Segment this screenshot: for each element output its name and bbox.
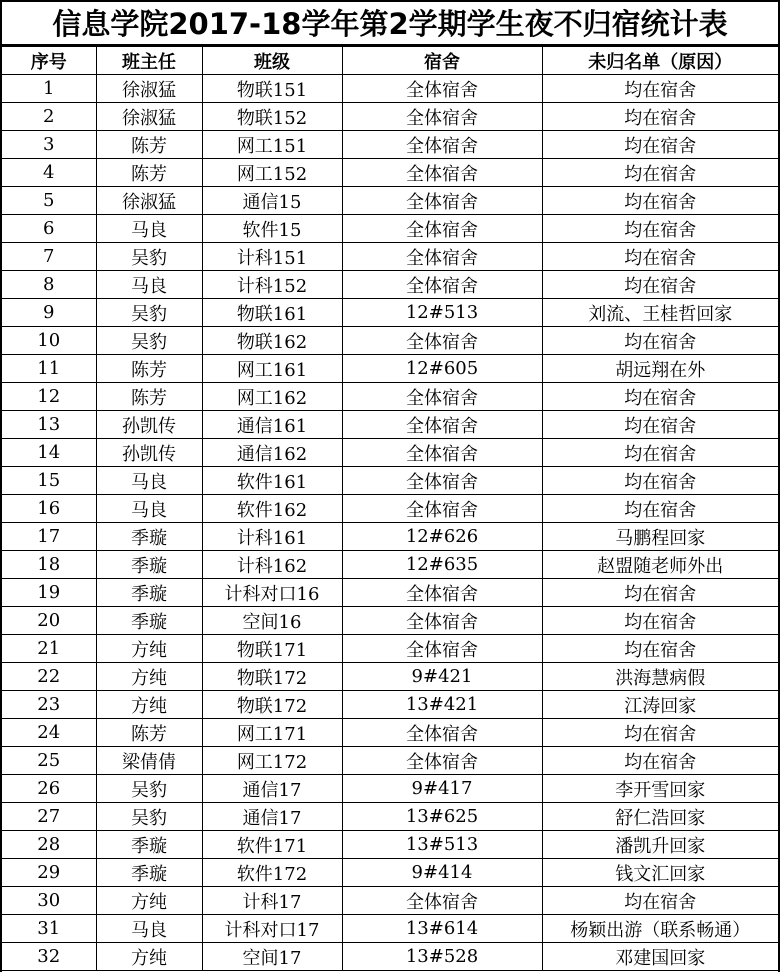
cell-class[interactable]: 空间17 — [202, 943, 342, 971]
cell-class[interactable]: 物联172 — [202, 663, 342, 691]
cell-dorm[interactable]: 13#625 — [342, 803, 542, 831]
cell-class[interactable]: 软件161 — [202, 467, 342, 495]
cell-class[interactable]: 计科17 — [202, 887, 342, 915]
cell-absent-list[interactable]: 均在宿舍 — [542, 75, 778, 103]
cell-dorm[interactable]: 全体宿舍 — [342, 495, 542, 523]
cell-dorm[interactable]: 12#635 — [342, 551, 542, 579]
cell-dorm[interactable]: 全体宿舍 — [342, 271, 542, 299]
cell-dorm[interactable]: 全体宿舍 — [342, 607, 542, 635]
cell-index[interactable]: 24 — [2, 719, 96, 747]
cell-class[interactable]: 通信162 — [202, 439, 342, 467]
cell-absent-list[interactable]: 均在宿舍 — [542, 159, 778, 187]
table-row — [2, 383, 778, 411]
header-dorm: 宿舍 — [342, 47, 542, 75]
cell-class[interactable]: 网工151 — [202, 131, 342, 159]
cell-index[interactable]: 10 — [2, 327, 96, 355]
cell-index[interactable]: 14 — [2, 439, 96, 467]
cell-class[interactable]: 通信17 — [202, 803, 342, 831]
cell-absent-list[interactable]: 均在宿舍 — [542, 747, 778, 775]
cell-absent-list[interactable]: 胡远翔在外 — [542, 355, 778, 383]
cell-class[interactable]: 计科152 — [202, 271, 342, 299]
cell-index[interactable]: 15 — [2, 467, 96, 495]
cell-index[interactable]: 9 — [2, 299, 96, 327]
cell-absent-list[interactable]: 邓建国回家 — [542, 943, 778, 971]
cell-teacher[interactable]: 吴豹 — [96, 243, 202, 271]
cell-dorm[interactable]: 全体宿舍 — [342, 579, 542, 607]
cell-dorm[interactable]: 13#513 — [342, 831, 542, 859]
cell-teacher[interactable]: 季璇 — [96, 859, 202, 887]
cell-dorm[interactable]: 全体宿舍 — [342, 439, 542, 467]
cell-index[interactable]: 2 — [2, 103, 96, 131]
cell-teacher[interactable]: 季璇 — [96, 551, 202, 579]
cell-class[interactable]: 物联161 — [202, 299, 342, 327]
cell-index[interactable]: 20 — [2, 607, 96, 635]
cell-dorm[interactable]: 全体宿舍 — [342, 243, 542, 271]
cell-class[interactable]: 计科对口16 — [202, 579, 342, 607]
table-row — [2, 663, 778, 691]
cell-class[interactable]: 软件172 — [202, 859, 342, 887]
table-row — [2, 943, 778, 971]
cell-absent-list[interactable]: 均在宿舍 — [542, 439, 778, 467]
cell-teacher[interactable]: 吴豹 — [96, 299, 202, 327]
cell-absent-list[interactable]: 均在宿舍 — [542, 271, 778, 299]
cell-dorm[interactable]: 全体宿舍 — [342, 75, 542, 103]
cell-class[interactable]: 网工161 — [202, 355, 342, 383]
cell-dorm[interactable]: 全体宿舍 — [342, 747, 542, 775]
cell-dorm[interactable]: 全体宿舍 — [342, 411, 542, 439]
cell-dorm[interactable]: 全体宿舍 — [342, 187, 542, 215]
table-row — [2, 299, 778, 327]
cell-teacher[interactable]: 马良 — [96, 467, 202, 495]
cell-index[interactable]: 29 — [2, 859, 96, 887]
header-class: 班级 — [202, 47, 342, 75]
cell-teacher[interactable]: 徐淑猛 — [96, 75, 202, 103]
cell-dorm[interactable]: 12#605 — [342, 355, 542, 383]
cell-absent-list[interactable]: 均在宿舍 — [542, 131, 778, 159]
table-row — [2, 859, 778, 887]
table-row — [2, 831, 778, 859]
cell-class[interactable]: 空间16 — [202, 607, 342, 635]
cell-class[interactable]: 物联171 — [202, 635, 342, 663]
cell-class[interactable]: 物联172 — [202, 691, 342, 719]
cell-class[interactable]: 计科151 — [202, 243, 342, 271]
cell-class[interactable]: 软件162 — [202, 495, 342, 523]
cell-index[interactable]: 23 — [2, 691, 96, 719]
cell-absent-list[interactable]: 赵盟随老师外出 — [542, 551, 778, 579]
cell-class[interactable]: 通信17 — [202, 775, 342, 803]
cell-index[interactable]: 1 — [2, 75, 96, 103]
cell-index[interactable]: 12 — [2, 383, 96, 411]
cell-teacher[interactable]: 季璇 — [96, 579, 202, 607]
cell-teacher[interactable]: 方纯 — [96, 663, 202, 691]
cell-teacher[interactable]: 陈芳 — [96, 355, 202, 383]
cell-absent-list[interactable]: 均在宿舍 — [542, 103, 778, 131]
cell-index[interactable]: 21 — [2, 635, 96, 663]
table-row — [2, 439, 778, 467]
cell-class[interactable]: 软件15 — [202, 215, 342, 243]
cell-class[interactable]: 软件171 — [202, 831, 342, 859]
cell-absent-list[interactable]: 均在宿舍 — [542, 887, 778, 915]
cell-absent-list[interactable]: 潘凯升回家 — [542, 831, 778, 859]
cell-absent-list[interactable]: 钱文汇回家 — [542, 859, 778, 887]
header-absent-list: 未归名单（原因） — [542, 47, 778, 75]
cell-teacher[interactable]: 方纯 — [96, 635, 202, 663]
cell-index[interactable]: 22 — [2, 663, 96, 691]
cell-teacher[interactable]: 陈芳 — [96, 159, 202, 187]
cell-index[interactable]: 26 — [2, 775, 96, 803]
cell-absent-list[interactable]: 均在宿舍 — [542, 411, 778, 439]
table-row — [2, 635, 778, 663]
cell-teacher[interactable]: 马良 — [96, 215, 202, 243]
cell-index[interactable]: 17 — [2, 523, 96, 551]
cell-absent-list[interactable]: 均在宿舍 — [542, 383, 778, 411]
cell-index[interactable]: 7 — [2, 243, 96, 271]
table-row — [2, 495, 778, 523]
cell-dorm[interactable]: 13#421 — [342, 691, 542, 719]
cell-absent-list[interactable]: 马鹏程回家 — [542, 523, 778, 551]
cell-teacher[interactable]: 陈芳 — [96, 719, 202, 747]
cell-absent-list[interactable]: 均在宿舍 — [542, 215, 778, 243]
table-row — [2, 467, 778, 495]
table-row — [2, 271, 778, 299]
cell-index[interactable]: 27 — [2, 803, 96, 831]
cell-index[interactable]: 18 — [2, 551, 96, 579]
cell-dorm[interactable]: 9#421 — [342, 663, 542, 691]
table-row — [2, 75, 778, 103]
header-row — [2, 47, 778, 75]
cell-index[interactable]: 8 — [2, 271, 96, 299]
cell-class[interactable]: 通信161 — [202, 411, 342, 439]
cell-teacher[interactable]: 季璇 — [96, 831, 202, 859]
cell-absent-list[interactable]: 均在宿舍 — [542, 635, 778, 663]
cell-dorm[interactable]: 全体宿舍 — [342, 159, 542, 187]
cell-class[interactable]: 网工172 — [202, 747, 342, 775]
cell-index[interactable]: 3 — [2, 131, 96, 159]
cell-dorm[interactable]: 全体宿舍 — [342, 327, 542, 355]
sheet-title: 信息学院2017-18学年第2学期学生夜不归宿统计表 — [2, 2, 778, 46]
cell-index[interactable]: 5 — [2, 187, 96, 215]
cell-teacher[interactable]: 吴豹 — [96, 327, 202, 355]
cell-dorm[interactable]: 13#614 — [342, 915, 542, 943]
cell-teacher[interactable]: 孙凯传 — [96, 439, 202, 467]
cell-index[interactable]: 13 — [2, 411, 96, 439]
table-row — [2, 579, 778, 607]
cell-teacher[interactable]: 马良 — [96, 271, 202, 299]
data-table — [2, 46, 778, 971]
table-row — [2, 411, 778, 439]
cell-teacher[interactable]: 马良 — [96, 495, 202, 523]
cell-absent-list[interactable]: 均在宿舍 — [542, 579, 778, 607]
cell-absent-list[interactable]: 均在宿舍 — [542, 719, 778, 747]
cell-index[interactable]: 28 — [2, 831, 96, 859]
cell-absent-list[interactable]: 均在宿舍 — [542, 607, 778, 635]
cell-dorm[interactable]: 全体宿舍 — [342, 467, 542, 495]
cell-teacher[interactable]: 吴豹 — [96, 775, 202, 803]
cell-class[interactable]: 物联151 — [202, 75, 342, 103]
cell-teacher[interactable]: 季璇 — [96, 523, 202, 551]
cell-dorm[interactable]: 全体宿舍 — [342, 215, 542, 243]
cell-dorm[interactable]: 全体宿舍 — [342, 887, 542, 915]
cell-class[interactable]: 物联162 — [202, 327, 342, 355]
cell-teacher[interactable]: 徐淑猛 — [96, 103, 202, 131]
table-row — [2, 187, 778, 215]
cell-class[interactable]: 通信15 — [202, 187, 342, 215]
cell-absent-list[interactable]: 杨颖出游（联系畅通） — [542, 915, 778, 943]
cell-dorm[interactable]: 12#626 — [342, 523, 542, 551]
table-row — [2, 803, 778, 831]
cell-class[interactable]: 计科161 — [202, 523, 342, 551]
table-row — [2, 887, 778, 915]
cell-absent-list[interactable]: 刘流、王桂哲回家 — [542, 299, 778, 327]
cell-absent-list[interactable]: 均在宿舍 — [542, 467, 778, 495]
cell-teacher[interactable]: 方纯 — [96, 691, 202, 719]
cell-absent-list[interactable]: 均在宿舍 — [542, 187, 778, 215]
table-row — [2, 523, 778, 551]
table-row — [2, 719, 778, 747]
cell-index[interactable]: 30 — [2, 887, 96, 915]
cell-dorm[interactable]: 12#513 — [342, 299, 542, 327]
cell-dorm[interactable]: 13#528 — [342, 943, 542, 971]
table-row — [2, 691, 778, 719]
cell-absent-list[interactable]: 李开雪回家 — [542, 775, 778, 803]
header-index: 序号 — [2, 47, 96, 75]
cell-dorm[interactable]: 9#417 — [342, 775, 542, 803]
cell-index[interactable]: 6 — [2, 215, 96, 243]
cell-absent-list[interactable]: 洪海慧病假 — [542, 663, 778, 691]
cell-index[interactable]: 25 — [2, 747, 96, 775]
table-row — [2, 775, 778, 803]
cell-index[interactable]: 31 — [2, 915, 96, 943]
cell-teacher[interactable]: 梁倩倩 — [96, 747, 202, 775]
cell-class[interactable]: 计科对口17 — [202, 915, 342, 943]
cell-absent-list[interactable]: 江涛回家 — [542, 691, 778, 719]
table-row — [2, 243, 778, 271]
cell-dorm[interactable]: 全体宿舍 — [342, 131, 542, 159]
cell-absent-list[interactable]: 均在宿舍 — [542, 327, 778, 355]
table-row — [2, 159, 778, 187]
table-row — [2, 215, 778, 243]
cell-teacher[interactable]: 陈芳 — [96, 383, 202, 411]
cell-index[interactable]: 4 — [2, 159, 96, 187]
cell-index[interactable]: 32 — [2, 943, 96, 971]
cell-dorm[interactable]: 全体宿舍 — [342, 383, 542, 411]
table-row — [2, 747, 778, 775]
cell-teacher[interactable]: 孙凯传 — [96, 411, 202, 439]
cell-class[interactable]: 物联152 — [202, 103, 342, 131]
cell-teacher[interactable]: 方纯 — [96, 943, 202, 971]
table-row — [2, 551, 778, 579]
cell-teacher[interactable]: 陈芳 — [96, 131, 202, 159]
cell-teacher[interactable]: 吴豹 — [96, 803, 202, 831]
cell-index[interactable]: 16 — [2, 495, 96, 523]
cell-class[interactable]: 网工171 — [202, 719, 342, 747]
table-row — [2, 607, 778, 635]
cell-absent-list[interactable]: 均在宿舍 — [542, 495, 778, 523]
cell-index[interactable]: 11 — [2, 355, 96, 383]
cell-teacher[interactable]: 方纯 — [96, 887, 202, 915]
header-teacher: 班主任 — [96, 47, 202, 75]
table-row — [2, 131, 778, 159]
cell-dorm[interactable]: 全体宿舍 — [342, 103, 542, 131]
table-row — [2, 355, 778, 383]
cell-dorm[interactable]: 9#414 — [342, 859, 542, 887]
cell-class[interactable]: 网工152 — [202, 159, 342, 187]
cell-teacher[interactable]: 季璇 — [96, 607, 202, 635]
cell-class[interactable]: 网工162 — [202, 383, 342, 411]
cell-index[interactable]: 19 — [2, 579, 96, 607]
table-row — [2, 103, 778, 131]
cell-teacher[interactable]: 徐淑猛 — [96, 187, 202, 215]
cell-absent-list[interactable]: 舒仁浩回家 — [542, 803, 778, 831]
table-row — [2, 915, 778, 943]
cell-dorm[interactable]: 全体宿舍 — [342, 635, 542, 663]
cell-class[interactable]: 计科162 — [202, 551, 342, 579]
cell-dorm[interactable]: 全体宿舍 — [342, 719, 542, 747]
table-row — [2, 327, 778, 355]
cell-absent-list[interactable]: 均在宿舍 — [542, 243, 778, 271]
cell-teacher[interactable]: 马良 — [96, 915, 202, 943]
